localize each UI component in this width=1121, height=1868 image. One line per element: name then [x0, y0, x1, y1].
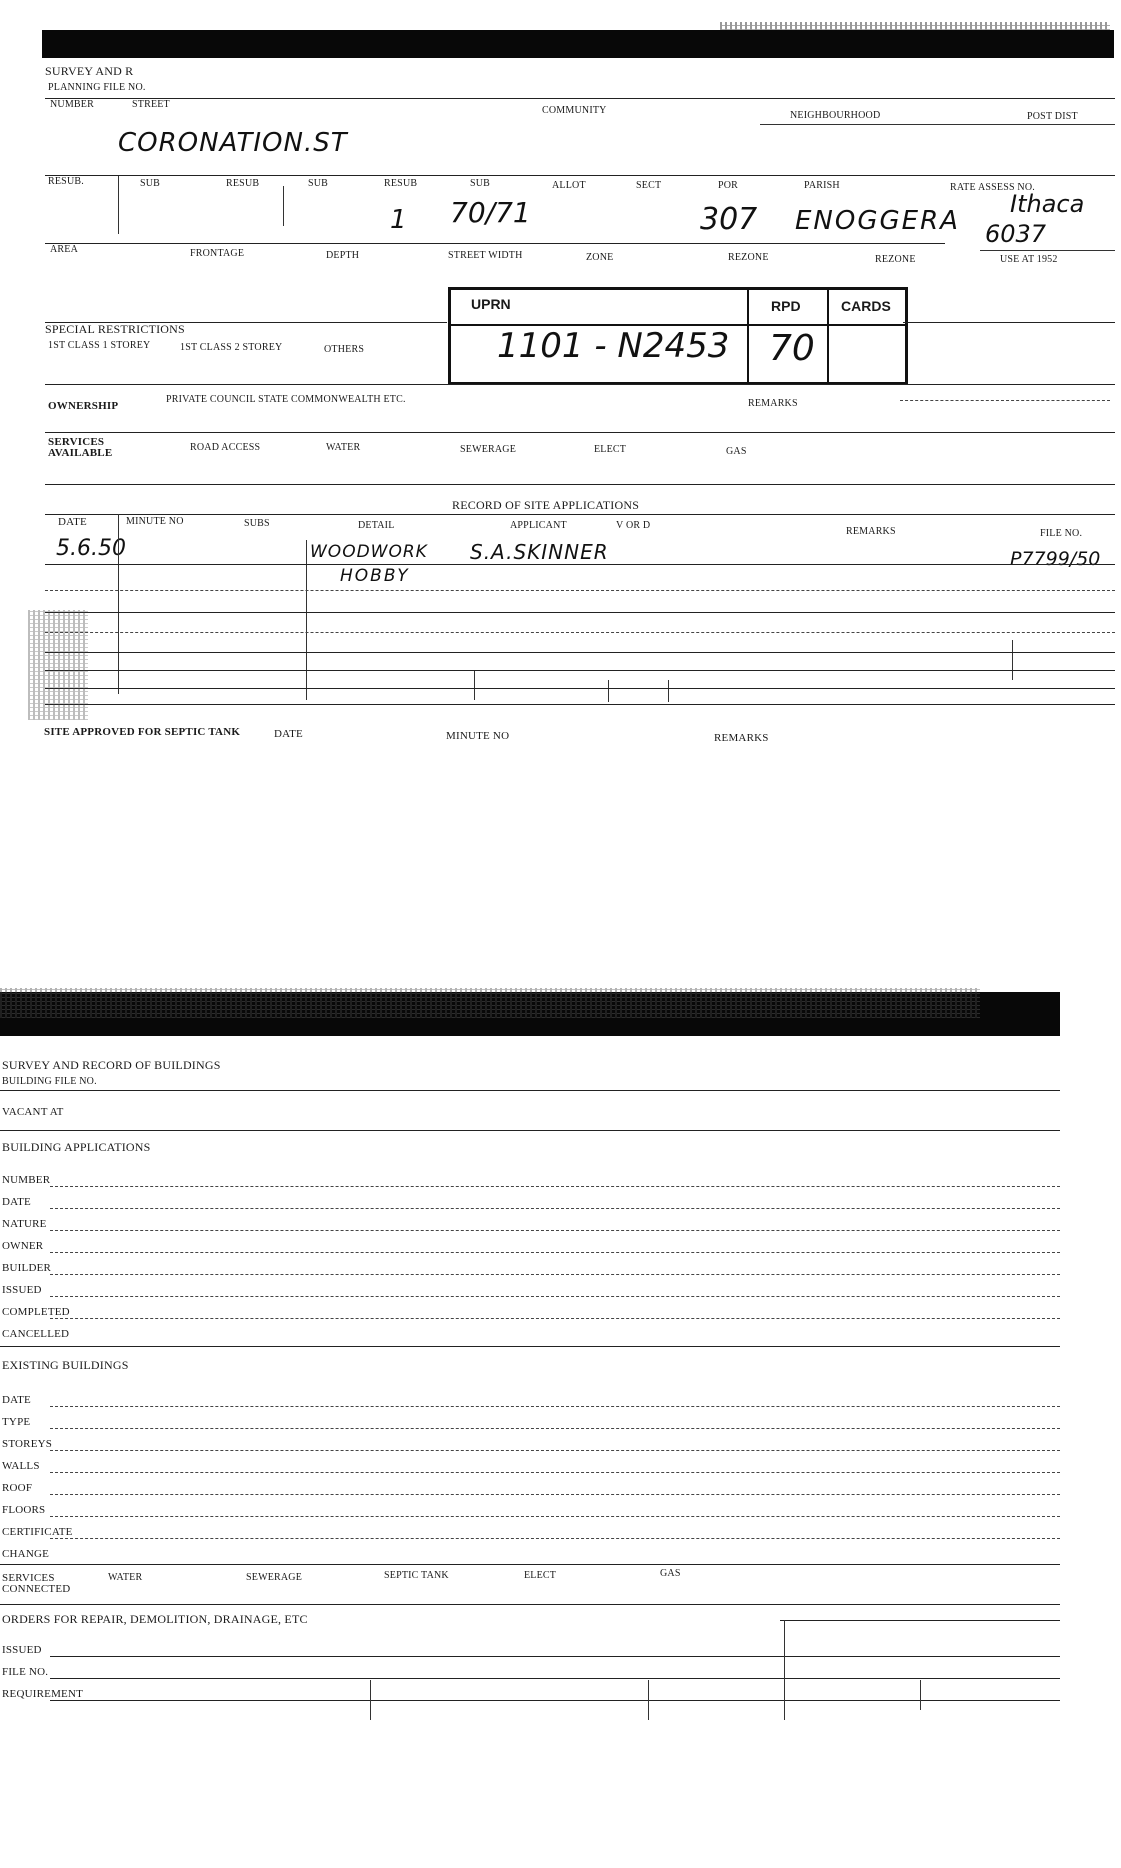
header-rezone-1: REZONE: [728, 252, 769, 263]
special-restrictions-label: SPECIAL RESTRICTIONS: [45, 322, 185, 336]
record-title: RECORD OF SITE APPLICATIONS: [452, 498, 640, 512]
header-sect: SECT: [636, 180, 662, 191]
service-water: WATER: [326, 442, 361, 453]
header-street-width: STREET WIDTH: [448, 250, 523, 261]
building-file-label: BUILDING FILE NO.: [2, 1076, 97, 1087]
card-title: SURVEY AND R: [45, 64, 134, 78]
service-elect: ELECT: [594, 444, 627, 455]
app-row-nature: NATURE: [2, 1218, 47, 1230]
header-frontage: FRONTAGE: [190, 248, 245, 259]
cards-label: CARDS: [841, 298, 891, 314]
record-detail-2: HOBBY: [340, 566, 410, 586]
header-zone: ZONE: [586, 252, 614, 263]
rate-assess-value-1: Ithaca: [1010, 190, 1085, 218]
record-file-no: P7799/50: [1010, 548, 1101, 570]
record-header-minute: MINUTE NO: [126, 516, 184, 527]
exist-row-walls: WALLS: [2, 1460, 40, 1472]
sect-value: 70/71: [450, 196, 531, 229]
existing-buildings-title: EXISTING BUILDINGS: [2, 1358, 129, 1372]
vacant-at-label: VACANT AT: [2, 1106, 64, 1118]
app-row-issued: ISSUED: [2, 1284, 42, 1296]
exist-row-certificate: CERTIFICATE: [2, 1526, 73, 1538]
order-row-file-no: FILE NO.: [2, 1666, 49, 1678]
header-allot: ALLOT: [552, 180, 586, 191]
card2-title: SURVEY AND RECORD OF BUILDINGS: [2, 1058, 221, 1072]
card-header-bar: [42, 30, 1114, 58]
uprn-box: [448, 287, 908, 385]
header-resub: RESUB.: [48, 176, 84, 187]
site-record-card: [0, 0, 1121, 780]
app-row-date: DATE: [2, 1196, 31, 1208]
service-gas: GAS: [726, 446, 747, 457]
header-street: STREET: [132, 99, 170, 110]
header-sub-1: SUB: [140, 178, 161, 189]
services-label-1: SERVICES: [48, 436, 105, 448]
uprn-value: 1101 - N2453: [497, 326, 730, 366]
header-community: COMMUNITY: [542, 105, 607, 116]
septic-remarks-label: REMARKS: [714, 732, 769, 744]
record-header-date: DATE: [58, 516, 87, 528]
ownership-options: PRIVATE COUNCIL STATE COMMONWEALTH ETC.: [166, 394, 406, 405]
header-sub-3: SUB: [470, 178, 491, 189]
services-connected-1: SERVICES: [2, 1572, 55, 1584]
allot-value: 1: [390, 205, 407, 235]
app-row-cancelled: CANCELLED: [2, 1328, 70, 1340]
septic-minute-label: MINUTE NO: [446, 730, 510, 742]
header-resub-2: RESUB: [226, 178, 260, 189]
septic-approved-label: SITE APPROVED FOR SEPTIC TANK: [44, 726, 241, 738]
exist-row-type: TYPE: [2, 1416, 31, 1428]
exist-row-roof: ROOF: [2, 1482, 33, 1494]
conn-sewerage: SEWERAGE: [246, 1572, 303, 1583]
uprn-label: UPRN: [471, 296, 511, 312]
record-header-detail: DETAIL: [358, 520, 395, 531]
conn-water: WATER: [108, 1572, 143, 1583]
record-detail-1: WOODWORK: [310, 542, 428, 562]
septic-date-label: DATE: [274, 728, 303, 740]
app-row-number: NUMBER: [2, 1174, 51, 1186]
por-value: 307: [700, 202, 758, 237]
record-header-applicant: APPLICANT: [510, 520, 567, 531]
exist-row-floors: FLOORS: [2, 1504, 46, 1516]
services-connected-2: CONNECTED: [2, 1583, 71, 1595]
app-row-completed: COMPLETED: [2, 1306, 70, 1318]
restriction-1st-class-1: 1ST CLASS 1 STOREY: [48, 340, 151, 351]
record-header-file-no: FILE NO.: [1040, 528, 1083, 539]
services-label-2: AVAILABLE: [48, 447, 113, 459]
rate-assess-value-2: 6037: [985, 220, 1047, 248]
record-header-v-or-d: V OR D: [616, 520, 651, 531]
header-area: AREA: [50, 244, 79, 255]
orders-title: ORDERS FOR REPAIR, DEMOLITION, DRAINAGE, ETC: [2, 1612, 308, 1626]
header-resub-3: RESUB: [384, 178, 418, 189]
building-applications-title: BUILDING APPLICATIONS: [2, 1140, 151, 1154]
scan-noise-top: [0, 988, 980, 1018]
service-road-access: ROAD ACCESS: [190, 442, 261, 453]
header-parish: PARISH: [804, 180, 840, 191]
header-use-at: USE AT 1952: [1000, 254, 1058, 265]
app-row-builder: BUILDER: [2, 1262, 52, 1274]
conn-elect: ELECT: [524, 1570, 557, 1581]
exist-row-change: CHANGE: [2, 1548, 50, 1560]
header-sub-2: SUB: [308, 178, 329, 189]
building-record-card: [0, 980, 1121, 1760]
ownership-remarks-label: REMARKS: [748, 398, 798, 409]
header-number: NUMBER: [50, 99, 94, 110]
planning-file-label: PLANNING FILE NO.: [48, 82, 146, 93]
rpd-value: 70: [769, 328, 815, 369]
header-depth: DEPTH: [326, 250, 360, 261]
exist-row-storeys: STOREYS: [2, 1438, 53, 1450]
header-post-dist: POST DIST: [1027, 111, 1078, 122]
order-row-requirement: REQUIREMENT: [2, 1688, 84, 1700]
exist-row-date: DATE: [2, 1394, 31, 1406]
scan-noise: [720, 22, 1110, 30]
rpd-label: RPD: [771, 298, 801, 314]
record-header-subs: SUBS: [244, 518, 270, 529]
ownership-label: OWNERSHIP: [48, 400, 119, 412]
scan-noise-left: [28, 610, 88, 720]
restriction-1st-class-2: 1ST CLASS 2 STOREY: [180, 342, 283, 353]
street-value: CORONATION.ST: [118, 128, 348, 158]
service-sewerage: SEWERAGE: [460, 444, 517, 455]
header-por: POR: [718, 180, 739, 191]
record-header-remarks: REMARKS: [846, 526, 896, 537]
conn-septic-tank: SEPTIC TANK: [384, 1570, 449, 1581]
header-neighbourhood: NEIGHBOURHOOD: [790, 110, 881, 121]
conn-gas: GAS: [660, 1568, 681, 1579]
restriction-others: OTHERS: [324, 344, 365, 355]
record-date: 5.6.50: [56, 536, 126, 561]
order-row-issued: ISSUED: [2, 1644, 42, 1656]
parish-value: ENOGGERA: [795, 206, 960, 236]
header-rate-assess: RATE ASSESS NO.: [950, 182, 1035, 193]
header-rezone-2: REZONE: [875, 254, 916, 265]
record-applicant: S.A.SKINNER: [470, 540, 609, 564]
app-row-owner: OWNER: [2, 1240, 44, 1252]
